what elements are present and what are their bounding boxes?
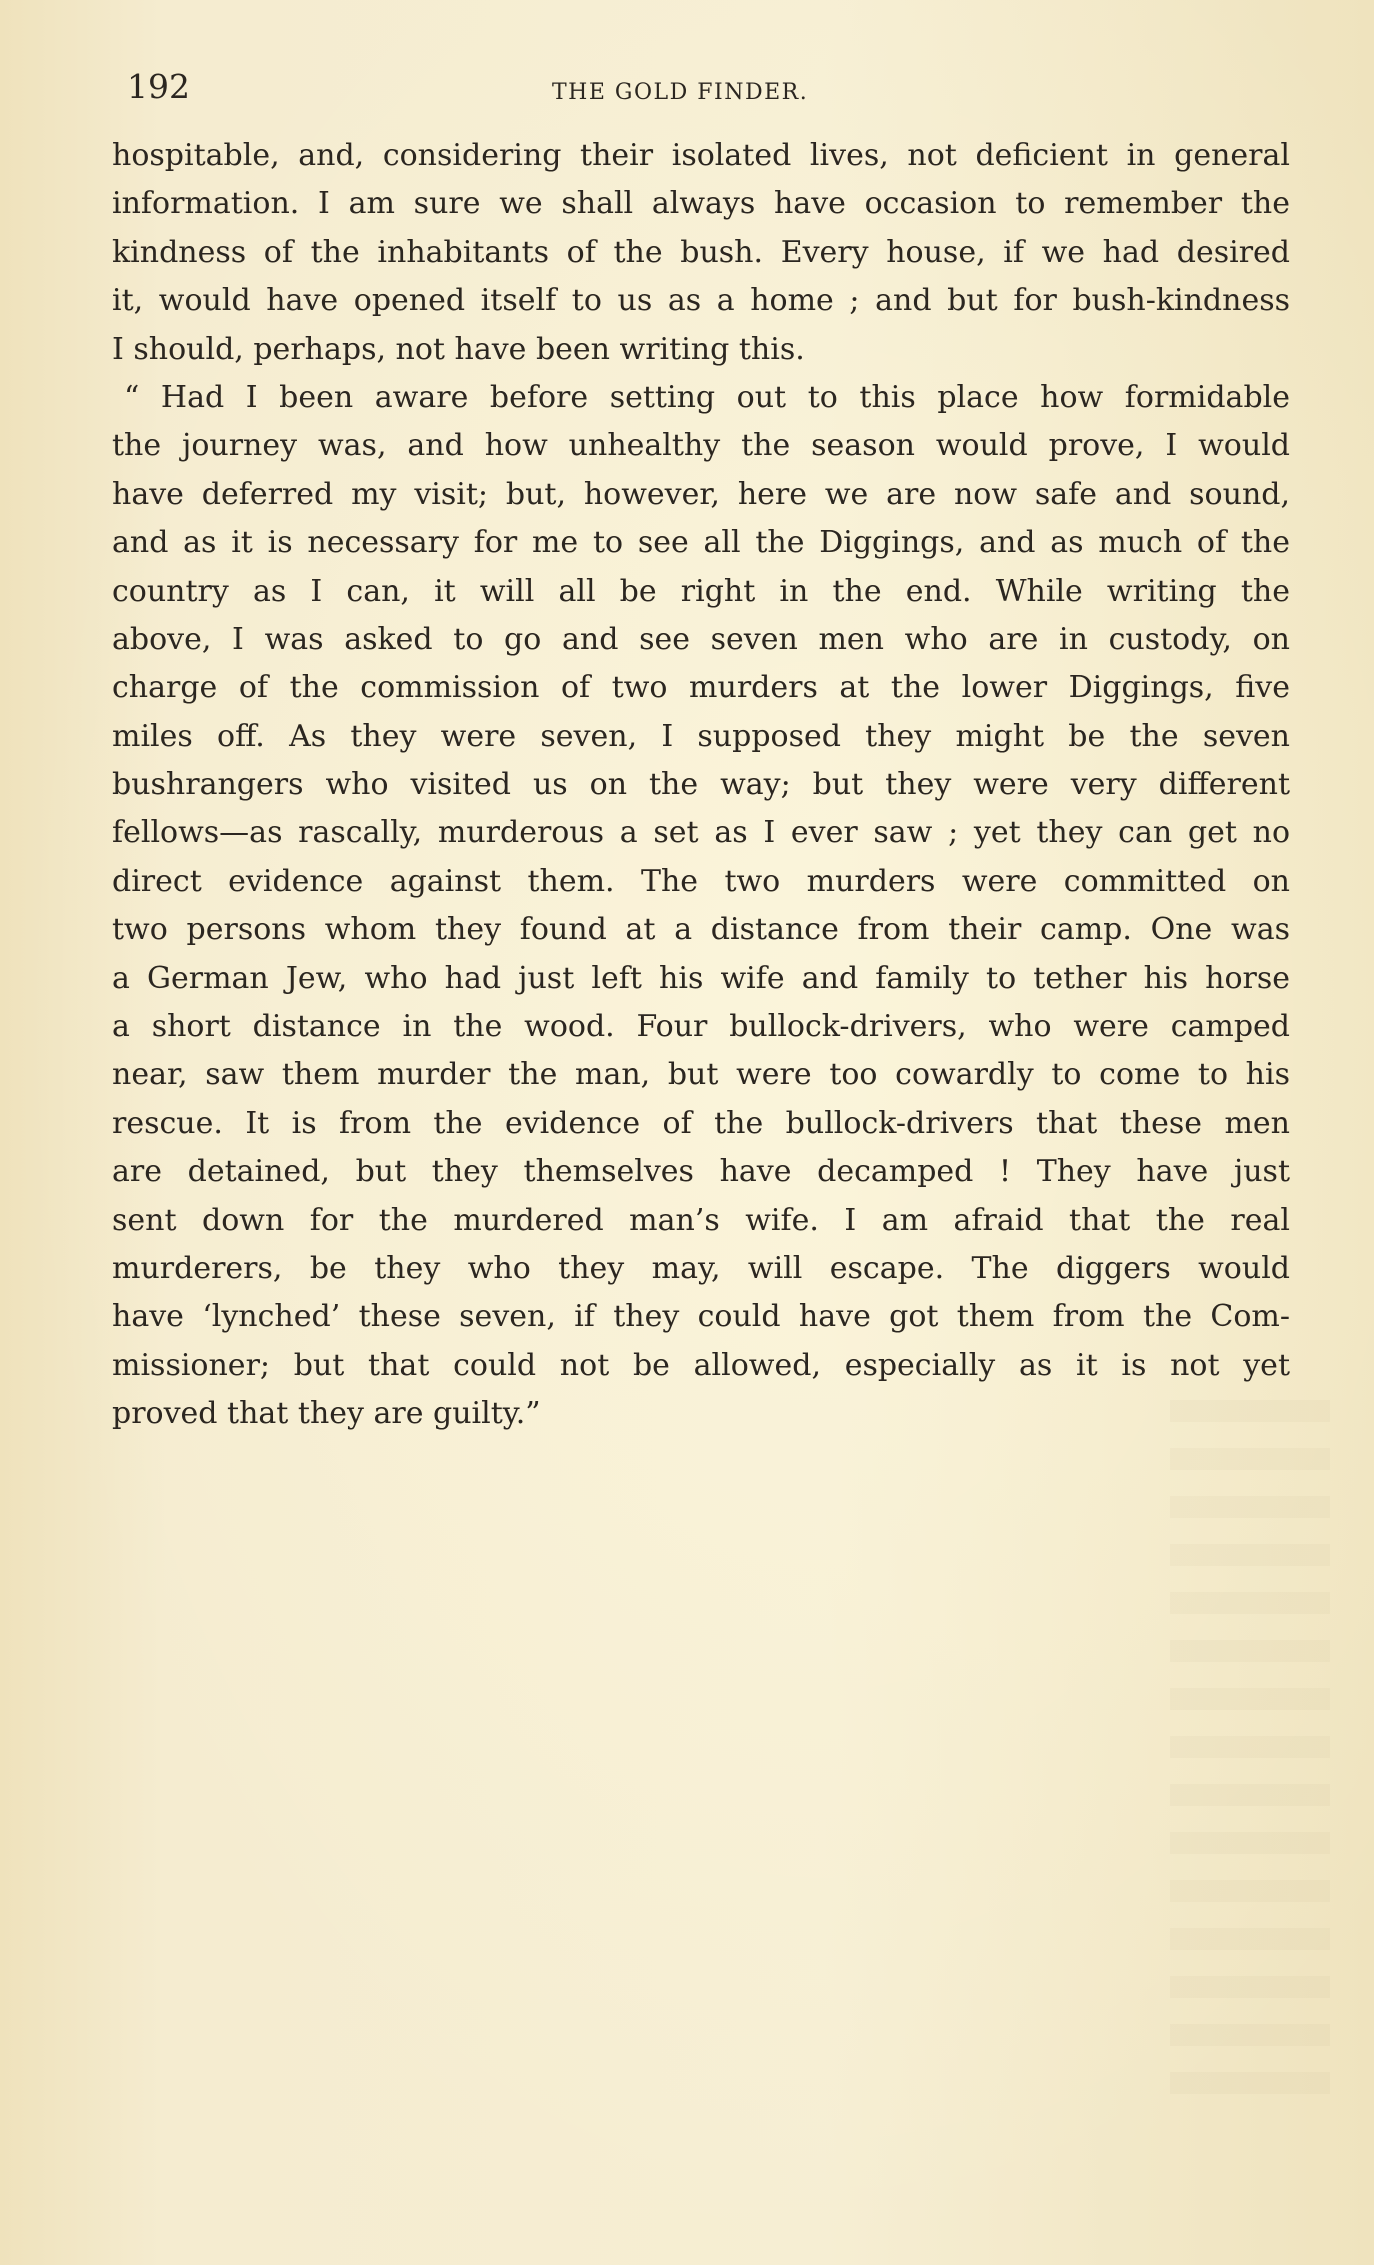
- text-line: fellows—as rascally, murderous a set as I ever saw ; yet they can get no: [112, 815, 1290, 851]
- text-line: direct evidence against them. The two murders were committed on: [112, 863, 1290, 899]
- page-number: 192: [127, 67, 190, 106]
- text-line: and as it is necessary for me to see all the Diggings, and as much of the: [112, 525, 1290, 561]
- text-line: sent down for the murdered man’s wife. I am afraid that the real: [112, 1202, 1290, 1238]
- body-text: [112, 132, 1290, 1439]
- text-line: have deferred my visit; but, however, here we are now safe and sound,: [112, 476, 1290, 512]
- text-line: information. I am sure we shall always have occasion to remember the: [112, 186, 1290, 222]
- text-line: a short distance in the wood. Four bullock-drivers, who were camped: [112, 1009, 1290, 1045]
- text-line: bushrangers who visited us on the way; but they were very different: [112, 767, 1290, 803]
- text-line: missioner; but that could not be allowed, especially as it is not yet: [112, 1347, 1290, 1383]
- text-line: charge of the commission of two murders at the lower Diggings, five: [112, 670, 1290, 706]
- text-line: kindness of the inhabitants of the bush. Every house, if we had desired: [112, 234, 1290, 270]
- text-line: above, I was asked to go and see seven men who are in custody, on: [112, 621, 1290, 657]
- text-line: miles off. As they were seven, I supposed they might be the seven: [112, 718, 1290, 754]
- running-head: THE GOLD FINDER.: [552, 80, 809, 105]
- text-line: have ‘lynched’ these seven, if they could have got them from the Com-: [112, 1299, 1290, 1335]
- text-line: are detained, but they themselves have decamped ! They have just: [112, 1154, 1290, 1190]
- text-line: proved that they are guilty.”: [112, 1396, 541, 1432]
- text-line: “ Had I been aware before setting out to this place how formidable: [124, 379, 1290, 415]
- page-header: [127, 62, 1277, 112]
- text-line: I should, perhaps, not have been writing this.: [112, 331, 805, 367]
- text-line: a German Jew, who had just left his wife and family to tether his horse: [112, 960, 1290, 996]
- text-line: two persons whom they found at a distance from their camp. One was: [112, 912, 1290, 948]
- show-through-texture: [1170, 1400, 1330, 2100]
- text-line: rescue. It is from the evidence of the bullock-drivers that these men: [112, 1105, 1290, 1141]
- text-line: murderers, be they who they may, will escape. The diggers would: [112, 1250, 1290, 1286]
- text-line: near, saw them murder the man, but were too cowardly to come to his: [112, 1057, 1290, 1093]
- text-line: the journey was, and how unhealthy the season would prove, I would: [112, 428, 1290, 464]
- text-line: country as I can, it will all be right in the end. While writing the: [112, 573, 1290, 609]
- text-line: hospitable, and, considering their isolated lives, not deficient in general: [112, 138, 1290, 173]
- text-line: it, would have opened itself to us as a home ; and but for bush-kindness: [112, 283, 1290, 319]
